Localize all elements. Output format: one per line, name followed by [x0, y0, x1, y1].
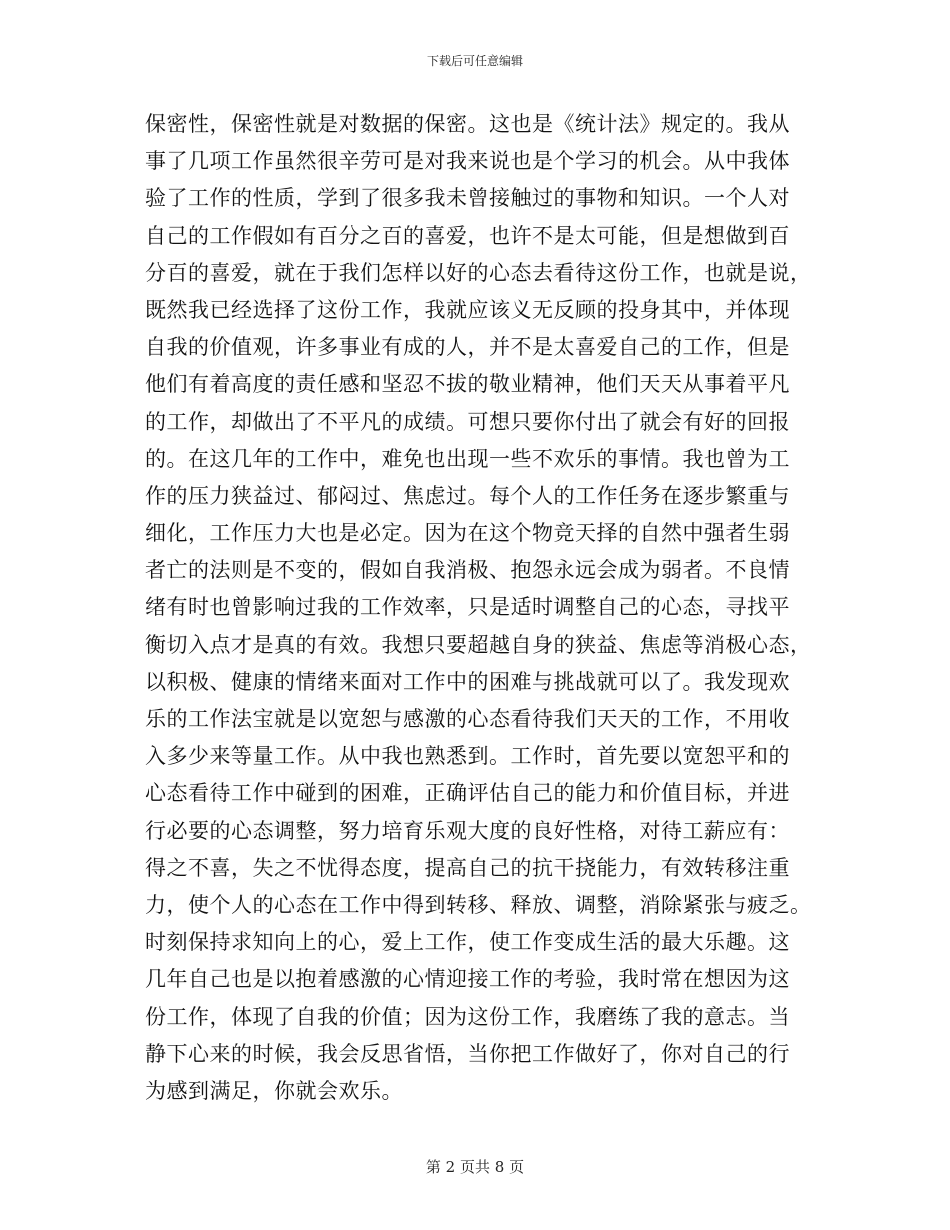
text-line: 以积极、健康的情绪来面对工作中的困难与挑战就可以了。我发现欢 — [145, 669, 790, 694]
text-line: 绪有时也曾影响过我的工作效率，只是适时调整自己的心态，寻找平 — [145, 595, 790, 620]
text-line: 行必要的心态调整，努力培育乐观大度的良好性格，对待工薪应有： — [145, 818, 790, 843]
text-line: 力，使个人的心态在工作中得到转移、释放、调整，消除紧张与疲乏。 — [145, 892, 812, 917]
text-line: 得之不喜，失之不忧得态度，提高自己的抗干挠能力，有效转移注重 — [145, 855, 790, 880]
text-line: 的。在这几年的工作中，难免也出现一些不欢乐的事情。我也曾为工 — [145, 446, 790, 471]
text-line: 保密性，保密性就是对数据的保密。这也是《统计法》规定的。我从 — [145, 112, 790, 136]
text-line: 自己的工作假如有百分之百的喜爱，也许不是太可能，但是想做到百 — [145, 223, 790, 248]
page-footer: 第 2 页共 8 页 — [425, 1158, 525, 1176]
text-line: 者亡的法则是不变的，假如自我消极、抱怨永远会成为弱者。不良情 — [145, 558, 790, 583]
text-line: 入多少来等量工作。从中我也熟悉到。工作时，首先要以宽恕平和的 — [145, 744, 790, 769]
text-line: 份工作，体现了自我的价值；因为这份工作，我磨练了我的意志。当 — [145, 1004, 790, 1029]
text-line: 心态看待工作中碰到的困难，正确评估自己的能力和价值目标，并进 — [145, 781, 790, 806]
text-line: 细化，工作压力大也是必定。因为在这个物竞天择的自然中强者生弱 — [145, 521, 790, 546]
text-line: 分百的喜爱，就在于我们怎样以好的心态去看待这份工作，也就是说， — [145, 260, 812, 285]
body-text — [145, 106, 825, 1110]
text-line: 几年自己也是以抱着感激的心情迎接工作的考验，我时常在想因为这 — [145, 967, 790, 992]
text-line: 自我的价值观，许多事业有成的人，并不是太喜爱自己的工作，但是 — [145, 335, 790, 360]
text-line: 为感到满足，你就会欢乐。 — [145, 1078, 403, 1103]
text-line: 的工作，却做出了不平凡的成绩。可想只要你付出了就会有好的回报 — [145, 409, 790, 434]
text-line: 作的压力狭益过、郁闷过、焦虑过。每个人的工作任务在逐步繁重与 — [145, 483, 790, 508]
text-line: 衡切入点才是真的有效。我想只要超越自身的狭益、焦虑等消极心态， — [145, 632, 812, 657]
text-line: 事了几项工作虽然很辛劳可是对我来说也是个学习的机会。从中我体 — [145, 149, 790, 174]
text-line: 他们有着高度的责任感和坚忍不拔的敬业精神，他们天天从事着平凡 — [145, 372, 790, 397]
text-line: 乐的工作法宝就是以宽恕与感激的心态看待我们天天的工作，不用收 — [145, 707, 790, 731]
page-header: 下载后可任意编辑 — [426, 54, 523, 68]
text-line: 时刻保持求知向上的心，爱上工作，使工作变成生活的最大乐趣。这 — [145, 930, 790, 955]
text-line: 既然我已经选择了这份工作，我就应该义无反顾的投身其中，并体现 — [145, 297, 790, 322]
text-line: 验了工作的性质，学到了很多我未曾接触过的事物和知识。一个人对 — [145, 186, 790, 211]
text-line: 静下心来的时候，我会反思省悟，当你把工作做好了，你对自己的行 — [145, 1041, 790, 1066]
